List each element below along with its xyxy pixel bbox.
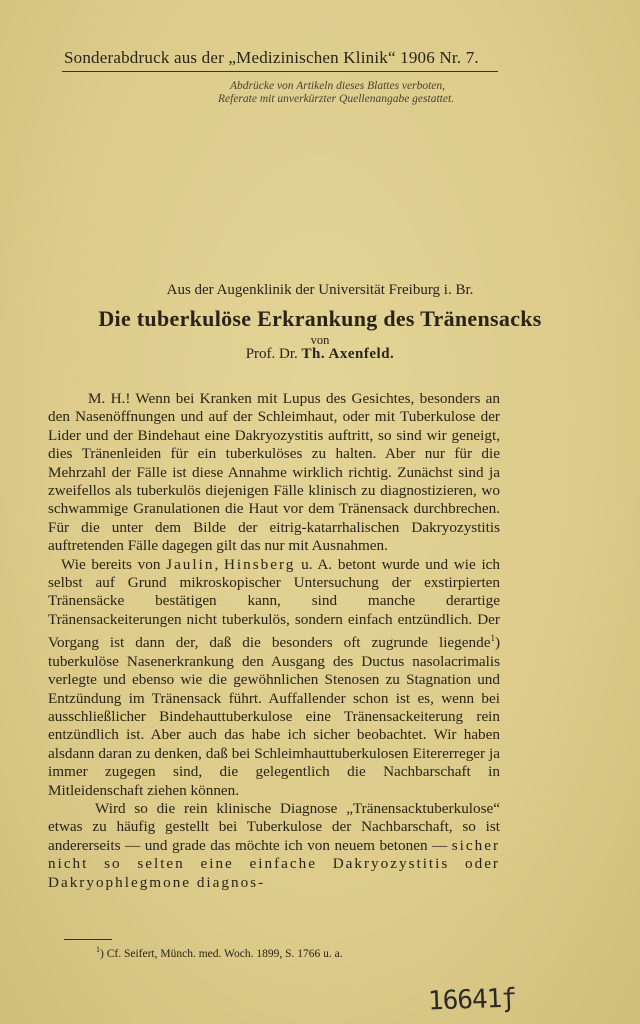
paragraph-2-start: Wie bereits von	[61, 555, 167, 573]
footnote-rule	[64, 939, 112, 940]
institute-line: Aus der Augenklinik der Universität Freiburg i. Br.	[166, 282, 474, 298]
footnote-reference[interactable]: 1	[490, 633, 495, 644]
footnote-text: ) Cf. Seifert, Münch. med. Woch. 1899, S. 1766 u. a.	[100, 947, 343, 960]
paragraph-3-emphasis: sicher nicht so selten eine einfache Dakryozystitis oder Dakryophlegmone diagnos-	[48, 836, 500, 891]
header-rule	[62, 71, 498, 72]
paragraph-3	[48, 800, 500, 892]
author-line	[0, 346, 640, 363]
reprint-header: Sonderabdruck aus der „Medizinischen Klinik“ 1906 Nr. 7.	[64, 48, 479, 67]
copyright-notice-line1: Abdrücke von Artikeln dieses Blattes verboten,	[230, 80, 446, 92]
paragraph-3-start: Wird so die rein klinische Diagnose „Tränensacktuberkulose“ etwas zu häufig gestellt bei Tuberkulose der Nachbarschaft, so ist andererseits — und grade das möchte ich von neuem betonen —	[48, 800, 500, 854]
paragraph-2	[48, 556, 500, 800]
article-body	[48, 390, 500, 892]
paragraph-1: M. H.! Wenn bei Kranken mit Lupus des Gesichtes, besonders an den Nasenöffnungen und auf der Schleimhaut, oder mit Tuberkulose der Lider und der Bindehaut eine Dakryozystitis auftritt, so sind wir geneigt, dies Tränenleiden für ein tuberkulöses zu halten. Aber nur für die Mehrzahl der Fälle ist diese Annahme wirklich richtig. Zunächst sind ja zweifellos als tuberkulös diejenigen Fälle klinisch zu diagnostizieren, wo schwammige Granulationen die Haut vor dem Tränensack durchbrechen. Für die unter dem Bilde der eitrig-katarrhalischen Dakryozystitis auftretenden Fälle dagegen gilt das nur mit Ausnahmen.	[48, 390, 500, 555]
byline-von: von	[310, 333, 330, 347]
cited-name-hinsberg: Hinsberg	[223, 555, 296, 573]
handwritten-inventory-number: 16641ƒ	[427, 983, 517, 1017]
paragraph-2-text-a: u. A. betont wurde und wie ich selbst auf Grund mikroskopischer Untersuchung der exstirpierten Tränensäcke bestätigen kann, sind manche derartige Tränensackeiterungen nicht tuberkulös, sondern einfach entzündlich. Der Vorgang ist dann der, daß die besonders oft zugrunde liegende	[48, 555, 501, 652]
copyright-notice-line2: Referate mit unverkürzter Quellenangabe gestattet.	[218, 93, 455, 105]
article-title: Die tuberkulöse Erkrankung des Tränensacks	[98, 306, 542, 331]
footnote-marker: 1	[96, 945, 100, 954]
author-prefix: Prof. Dr.	[245, 346, 298, 362]
footnote	[96, 945, 343, 960]
paragraph-2-text-b: ) tuberkulöse Nasenerkrankung den Ausgang des Ductus nasolacrimalis verlegte und ebenso wie die gewöhnlichen Stenosen zu Stagnation und Entzündung im Tränensack führt. Auffallender schon ist es, wenn bei ausschließlicher Bindehauttuberkulose eine Tränensackeiterung rein entzündlich ist. Aber auch das habe ich sicher beobachtet. Wir haben alsdann daran zu denken, daß bei Schleimhauttuberkulosen Eitererreger ja immer zugegen sind, die gelegentlich die Nachbarschaft in Mitleidenschaft ziehen können.	[48, 634, 500, 799]
author-name: Th. Axenfeld.	[301, 346, 395, 362]
cited-name-jaulin: Jaulin	[166, 555, 215, 573]
paragraph-2-separator: ,	[214, 555, 224, 573]
